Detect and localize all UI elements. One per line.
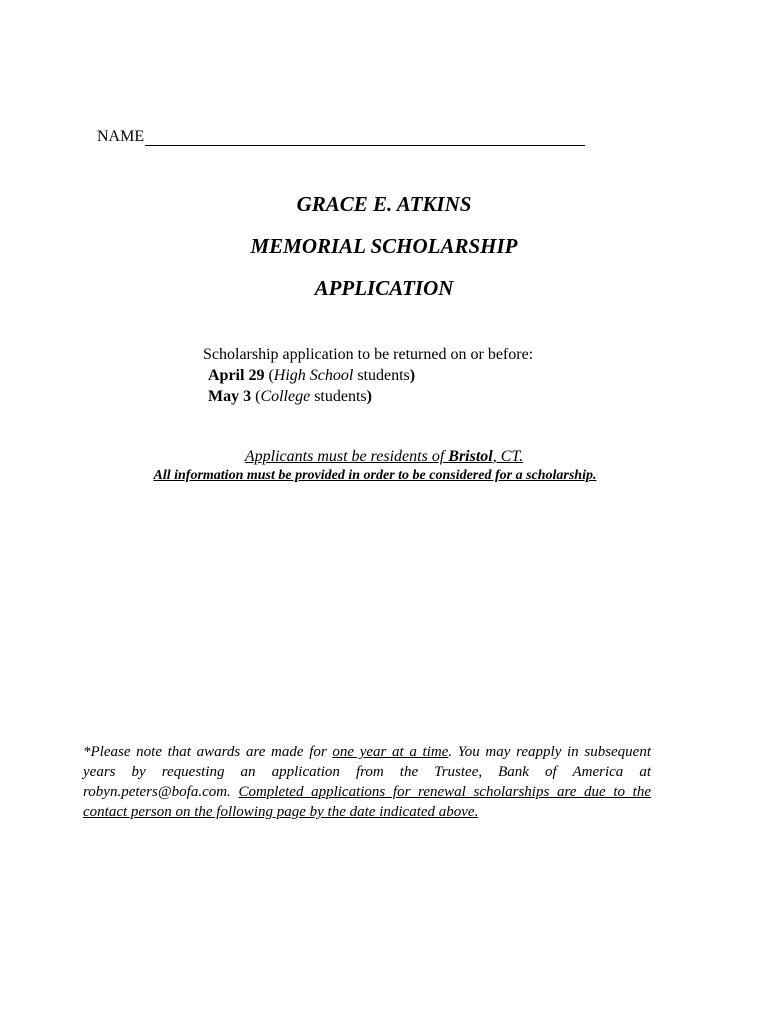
name-label: NAME (97, 128, 145, 145)
title-line-1: GRACE E. ATKINS (296, 192, 472, 216)
name-blank-line (145, 128, 585, 146)
deadline-intro: Scholarship application to be returned on or before: (203, 346, 534, 363)
renewal-note (83, 742, 651, 822)
deadline-college (203, 386, 533, 407)
deadline-college-group: College (260, 388, 311, 405)
deadline-college-close: ) (366, 388, 372, 405)
deadline-high-school-date: April 29 (208, 367, 265, 384)
deadline-high-school-suffix: students (353, 367, 410, 384)
deadline-high-school-group: High School (273, 367, 354, 384)
information-requirement: All information must be provided in order to be considered for a scholarship. (153, 468, 597, 483)
note-part-2: . You may reapply in subsequent years by requesting an application from the Trustee, Bank of America at robyn.peters@bofa.com. (83, 744, 652, 800)
residency-state: , CT. (492, 448, 524, 465)
residency-prefix: Applicants must be residents of (244, 448, 449, 465)
deadline-block (203, 344, 533, 407)
deadline-high-school (203, 365, 533, 386)
deadline-college-suffix: students (310, 388, 367, 405)
name-field (97, 128, 585, 146)
deadline-high-school-close: ) (409, 367, 416, 384)
note-renewal: Completed applications for renewal scholarships are due to the contact person on the following page by the date indicated above. (83, 784, 651, 820)
deadline-college-open: ( (251, 388, 261, 405)
title-line-2: MEMORIAL SCHOLARSHIP (250, 234, 518, 258)
deadline-high-school-open: ( (264, 367, 274, 384)
deadline-college-date: May 3 (208, 388, 252, 405)
note-part-1: *Please note that awards are made for (83, 744, 333, 760)
title-line-3: APPLICATION (314, 276, 454, 300)
residency-city: Bristol (448, 448, 493, 465)
note-term: one year at a time (332, 744, 449, 760)
residency-requirement (0, 448, 768, 466)
